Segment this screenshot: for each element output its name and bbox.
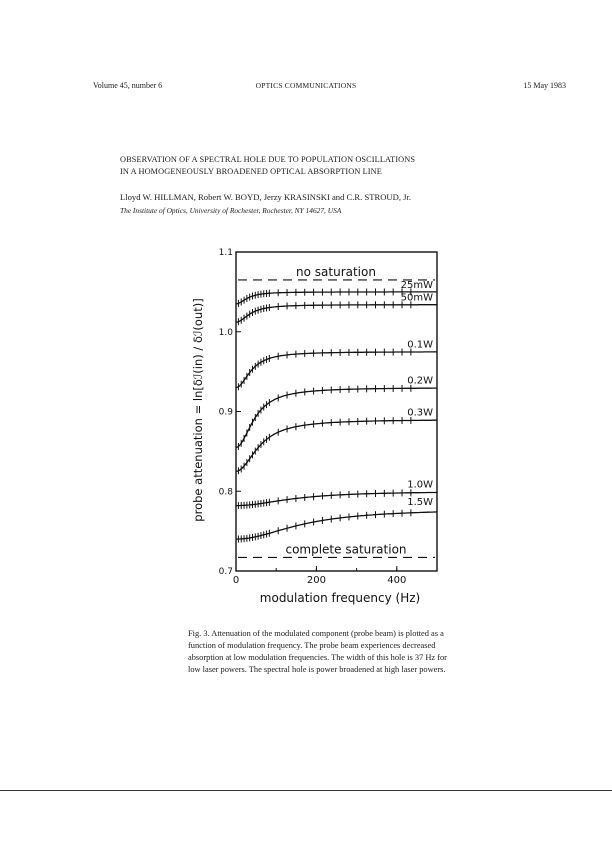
- figure-3-chart: [180, 240, 450, 610]
- series-label: 0.1W: [407, 339, 433, 351]
- y-tick-label: 0.9: [218, 407, 233, 418]
- series-labels: [401, 280, 433, 508]
- x-tick-label: 400: [387, 575, 407, 586]
- curve-0.3W: [236, 420, 437, 471]
- series-label: 0.2W: [407, 375, 433, 387]
- y-tick-label: 0.8: [218, 487, 233, 498]
- x-axis-label: modulation frequency (Hz): [259, 591, 421, 605]
- series-label: 1.0W: [407, 479, 433, 491]
- series-label: 0.3W: [407, 407, 433, 419]
- journal-name: OPTICS COMMUNICATIONS: [255, 81, 357, 90]
- reference-line-label: no saturation: [296, 264, 376, 279]
- publication-date: 15 May 1983: [523, 81, 566, 90]
- series-label: 50mW: [400, 292, 433, 304]
- y-tick-label: 1.1: [218, 248, 233, 258]
- figure-caption: Fig. 3. Attenuation of the modulated component (probe beam) is plotted as a function of modulation frequency. The probe beam experiences decreased absorption at low modulation frequencies. The width of this hole is 37 Hz for low laser powers. The spectral hole is power broadened at high laser powers.: [188, 629, 447, 674]
- reference-line-label: complete saturation: [285, 542, 407, 557]
- y-tick-label: 0.7: [218, 567, 233, 577]
- x-tick-label: 200: [306, 575, 326, 586]
- series-label: 1.5W: [407, 496, 433, 508]
- affiliation: The Institute of Optics, University of Rochester, Rochester, NY 14627, USA: [120, 206, 342, 215]
- series-label: 25mW: [400, 279, 433, 291]
- data-points: [238, 288, 410, 542]
- article-title-line1: OBSERVATION OF A SPECTRAL HOLE DUE TO POPULATION OSCILLATIONS: [120, 155, 416, 164]
- page-bottom-rule: [0, 790, 612, 791]
- x-tick-label: 0: [232, 575, 240, 586]
- journal-volume: Volume 45, number 6: [93, 81, 163, 90]
- article-title-line2: IN A HOMOGENEOUSLY BROADENED OPTICAL ABSORPTION LINE: [120, 167, 382, 176]
- y-axis-label: probe attenuation = ln[δℐ(in) / δℐ(out)]: [191, 298, 205, 522]
- y-tick-label: 1.0: [218, 327, 233, 338]
- author-list: Lloyd W. HILLMAN, Robert W. BOYD, Jerzy KRASINSKI and C.R. STROUD, Jr.: [120, 192, 411, 202]
